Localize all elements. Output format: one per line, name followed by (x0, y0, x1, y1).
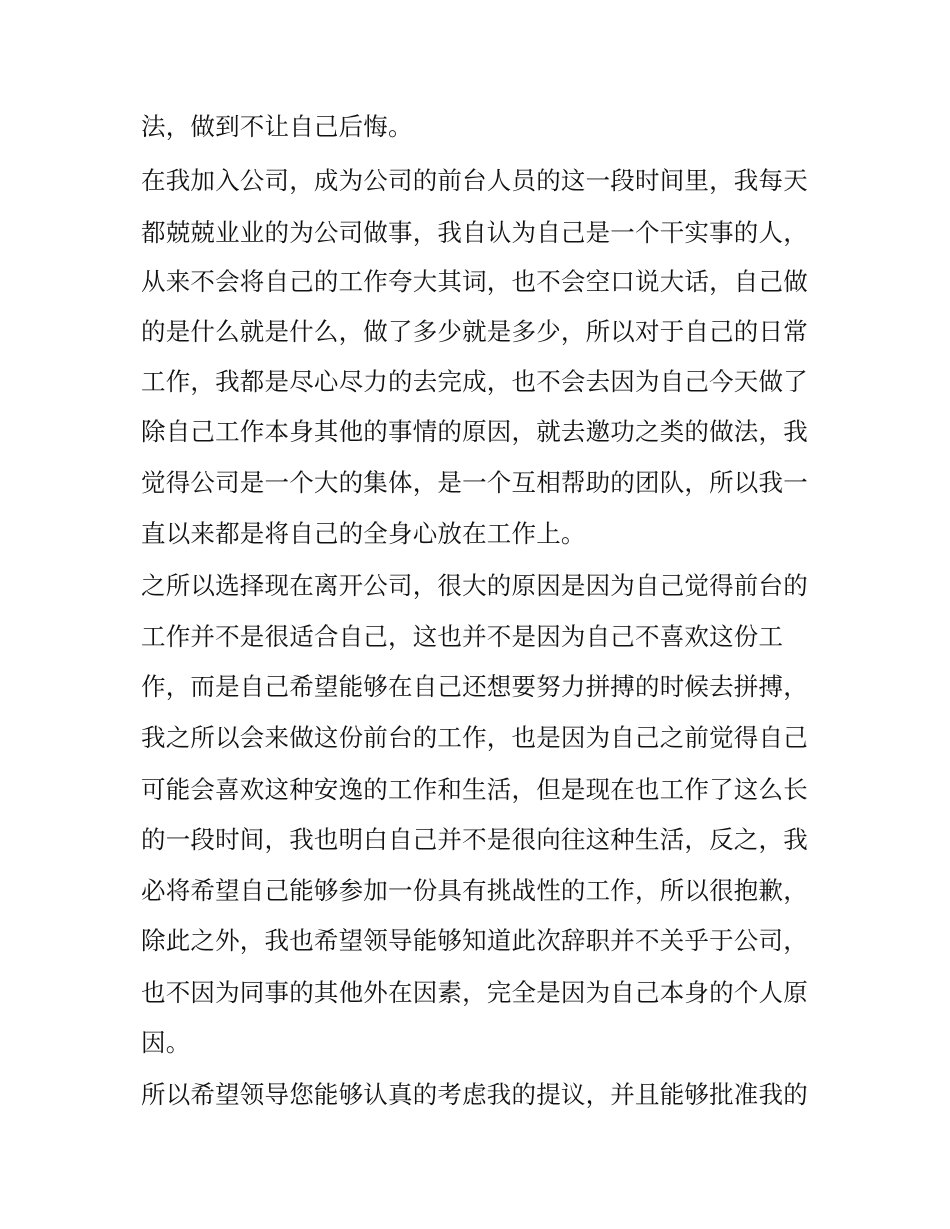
text-line: 我之所以会来做这份前台的工作，也是因为自己之前觉得自己 (141, 723, 808, 752)
text-line: 因。 (141, 1028, 191, 1057)
text-line: 工作，我都是尽心尽力的去完成，也不会去因为自己今天做了 (141, 367, 808, 396)
text-line: 除此之外，我也希望领导能够知道此次辞职并不关乎于公司， (141, 926, 808, 955)
text-line: 所以希望领导您能够认真的考虑我的提议，并且能够批准我的 (141, 1080, 808, 1109)
text-line: 的是什么就是什么，做了多少就是多少，所以对于自己的日常 (141, 317, 808, 346)
text-line: 必将希望自己能够参加一份具有挑战性的工作，所以很抱歉， (141, 876, 808, 905)
text-line: 也不因为同事的其他外在因素，完全是因为自己本身的个人原 (141, 978, 808, 1007)
text-line: 在我加入公司，成为公司的前台人员的这一段时间里，我每天 (141, 166, 808, 195)
text-line: 觉得公司是一个大的集体，是一个互相帮助的团队，所以我一 (141, 468, 808, 497)
text-line: 除自己工作本身其他的事情的原因，就去邀功之类的做法，我 (141, 417, 808, 446)
text-line: 从来不会将自己的工作夸大其词，也不会空口说大话，自己做 (141, 267, 808, 296)
text-line: 之所以选择现在离开公司，很大的原因是因为自己觉得前台的 (141, 571, 808, 600)
text-line: 直以来都是将自己的全身心放在工作上。 (141, 519, 586, 548)
text-line: 的一段时间，我也明白自己并不是很向往这种生活，反之，我 (141, 825, 808, 854)
text-line: 法，做到不让自己后悔。 (141, 112, 413, 141)
text-line: 都兢兢业业的为公司做事，我自认为自己是一个干实事的人， (141, 218, 808, 247)
text-line: 作，而是自己希望能够在自己还想要努力拼搏的时候去拼搏， (141, 672, 808, 701)
text-line: 可能会喜欢这种安逸的工作和生活，但是现在也工作了这么长 (141, 775, 808, 804)
text-line: 工作并不是很适合自己，这也并不是因为自己不喜欢这份工 (141, 622, 784, 651)
